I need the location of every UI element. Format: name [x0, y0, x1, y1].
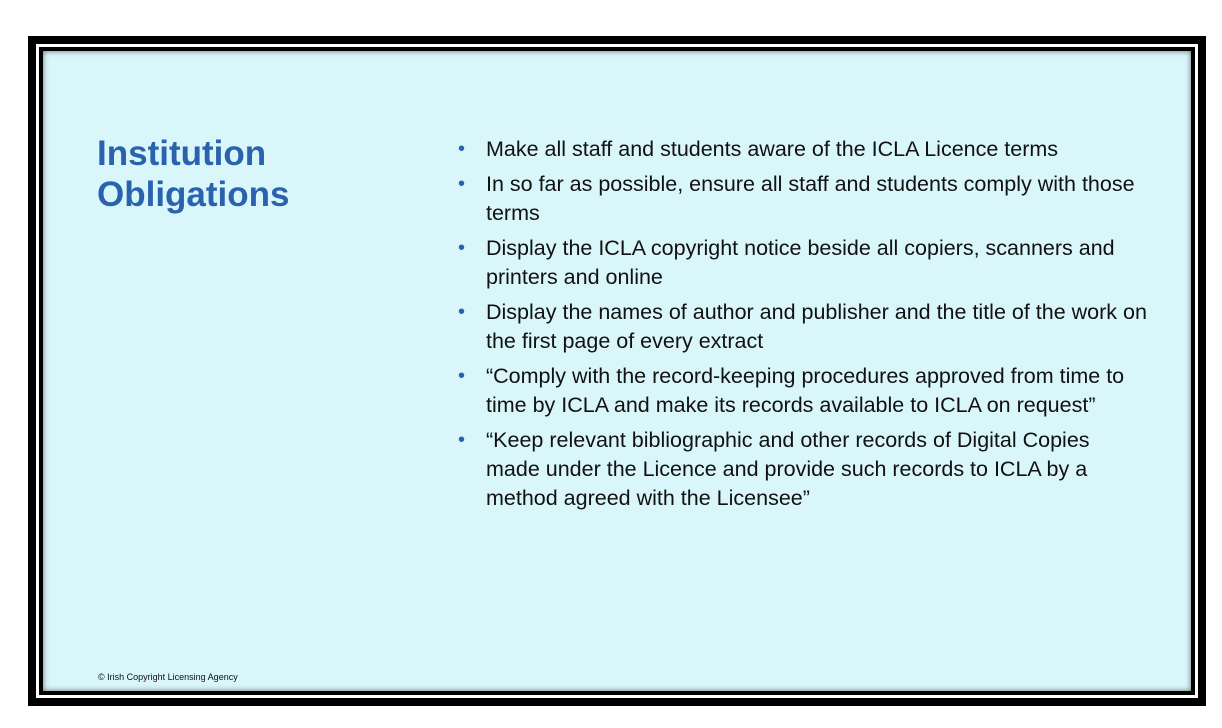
bullet-item	[458, 135, 1148, 164]
bullet-text: In so far as possible, ensure all staff and students comply with those terms	[486, 172, 1135, 225]
bullet-icon: •	[458, 237, 466, 259]
bullet-item	[458, 362, 1148, 420]
frame-inner-border	[39, 47, 1195, 695]
bullet-icon: •	[458, 365, 466, 387]
bullet-text: Make all staff and students aware of the ICLA Licence terms	[486, 137, 1059, 161]
bullet-item	[458, 426, 1148, 513]
bullet-item	[458, 298, 1148, 356]
bullet-text: Display the names of author and publisher and the title of the work on the first page of every extract	[486, 300, 1147, 353]
slide	[43, 51, 1191, 691]
slide-frame	[28, 36, 1206, 706]
bullet-text: “Comply with the record-keeping procedures approved from time to time by ICLA and make its records available to ICLA on request”	[486, 364, 1125, 417]
bullet-item	[458, 234, 1148, 292]
bullet-icon: •	[458, 301, 466, 323]
copyright-footer: © Irish Copyright Licensing Agency	[98, 672, 238, 682]
bullet-item	[458, 170, 1148, 228]
bullet-text: Display the ICLA copyright notice beside all copiers, scanners and printers and online	[486, 236, 1115, 289]
bullet-text: “Keep relevant bibliographic and other records of Digital Copies made under the Licence and provide such records to ICLA by a method agreed with the Licensee”	[486, 428, 1090, 510]
slide-title: Institution Obligations	[97, 134, 290, 214]
frame-gap	[36, 44, 1198, 698]
bullet-icon: •	[458, 173, 466, 195]
bullet-icon: •	[458, 138, 466, 160]
bullet-icon: •	[458, 429, 466, 451]
bullet-list	[458, 135, 1148, 519]
